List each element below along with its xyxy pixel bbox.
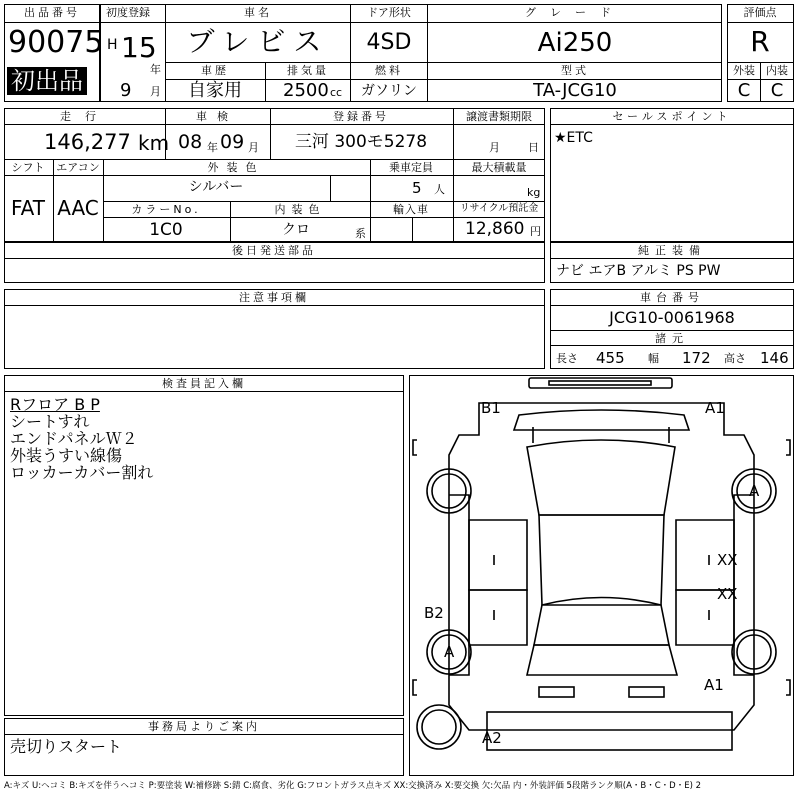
caution-label: 注意事項欄	[239, 291, 309, 304]
trunk-floor	[487, 712, 732, 750]
trunk	[527, 645, 677, 675]
year-unit: 年	[150, 63, 161, 76]
mark-a1-bottom: A1	[704, 676, 724, 694]
displacement-label: 排気量	[287, 64, 329, 77]
history-label: 車歴	[201, 64, 229, 77]
exterior-label: 外装	[733, 64, 755, 77]
displacement-unit: cc	[330, 86, 343, 99]
inspection-month: 09	[220, 131, 245, 153]
shift-value: FAT	[10, 196, 46, 220]
equipment-label: 純正装備	[638, 244, 706, 257]
sales-point-text: ★ETC	[554, 130, 593, 146]
exterior-grade: C	[737, 80, 751, 101]
sales-point-box	[550, 108, 794, 242]
load-unit: kg	[527, 186, 541, 199]
legend: A:キズ U:ヘコミ B:キズを伴うヘコミ P:要塗装 W:補修跡 S:錆 C:腐食、劣化 G:フロントガラス点キズ XX:交換済み X:要交換 欠:欠品 内・外装評価 5段階ランク順(A・B・C・D・E) 2	[4, 781, 702, 791]
mark-a-right-wheel: A	[749, 482, 760, 500]
model-label: 型式	[561, 64, 589, 77]
color-no-value: 1C0	[149, 220, 183, 240]
later-parts-label: 後日発送部品	[232, 244, 316, 257]
inspection-year-unit: 年	[207, 141, 218, 154]
reg-month: 9	[120, 80, 132, 101]
length-value: 455	[596, 349, 625, 367]
load-label: 最大積載量	[471, 161, 527, 174]
import-label: 輸入車	[393, 203, 429, 216]
inspector-note: シートすれ	[10, 412, 90, 431]
reg-number-label: 登録番号	[333, 110, 389, 123]
color-no-label: カラーNo.	[131, 203, 201, 216]
doc-month-unit: 月	[489, 141, 500, 154]
width-value: 172	[682, 349, 711, 367]
sales-point-label: セールスポイント	[612, 110, 732, 123]
height-label: 高さ	[724, 352, 746, 365]
first-reg-label: 初度登録	[106, 6, 150, 19]
mileage-label: 走行	[60, 110, 110, 123]
color-value: シルバー	[188, 179, 244, 195]
hood	[514, 410, 689, 430]
inspection-month-unit: 月	[248, 141, 259, 154]
model-value: TA-JCG10	[533, 80, 617, 101]
lot-label: 出品番号	[24, 6, 80, 19]
inspector-label: 検査員記入欄	[162, 377, 246, 390]
door-label: ドア形状	[367, 6, 411, 19]
inspection-label: 車検	[196, 110, 238, 123]
ac-label: エアコン	[56, 161, 100, 174]
mark-xx-lower: XX	[717, 585, 738, 603]
capacity-unit: 人	[434, 183, 445, 196]
displacement-value: 2500	[283, 80, 329, 101]
mark-xx-upper: XX	[717, 551, 738, 569]
chassis-label: 車台番号	[640, 291, 704, 304]
score-label: 評価点	[743, 6, 777, 19]
width-label: 幅	[648, 352, 659, 365]
car-diagram	[409, 375, 794, 776]
dims-label: 諸元	[655, 332, 689, 345]
color-label: 外装色	[207, 161, 265, 174]
inspector-note: 外装うすい線傷	[10, 446, 123, 465]
history-value: 自家用	[188, 80, 242, 101]
score-value: R	[750, 25, 770, 58]
grade-value: Ai250	[537, 28, 613, 58]
car-name-label: 車名	[244, 6, 272, 19]
mark-a-left-wheel: A	[444, 643, 455, 661]
windshield	[527, 440, 675, 515]
recycle-unit: 円	[530, 225, 541, 238]
inspector-notes	[10, 396, 153, 481]
month-unit: 月	[150, 85, 161, 98]
doc-day-unit: 日	[528, 141, 539, 154]
reg-number: 三河 300モ5278	[294, 132, 428, 152]
fuel-value: ガソリン	[361, 83, 417, 99]
equipment-text: ナビ エアB アルミ PS PW	[556, 263, 721, 279]
left-rear-door	[469, 590, 527, 645]
capacity-label: 乗車定員	[389, 161, 433, 174]
recycle-value: 12,860	[465, 219, 525, 239]
left-front-door	[469, 520, 527, 590]
lot-number: 90075	[8, 25, 104, 60]
interior-label: 内装	[766, 64, 788, 77]
mark-a1-top: A1	[705, 399, 725, 417]
mark-b2: B2	[424, 604, 444, 622]
door-value: 4SD	[366, 30, 412, 55]
shift-label: シフト	[11, 161, 45, 174]
office-text: 売切りスタート	[10, 737, 123, 756]
chassis-number: JCG10-0061968	[609, 308, 735, 327]
car-name: ブレビス	[186, 25, 330, 58]
interior-grade: C	[770, 80, 784, 101]
rear-bumper	[539, 687, 574, 697]
doc-deadline-label: 譲渡書類期限	[466, 110, 532, 123]
office-label: 事務局よりご案内	[148, 720, 260, 733]
capacity-value: 5	[412, 179, 422, 197]
ac-value: AAC	[57, 196, 99, 220]
inspector-note: ロッカーカバー割れ	[10, 463, 154, 482]
inspector-note: エンドパネルＷ２	[10, 429, 138, 448]
int-color-label: 内装色	[274, 203, 326, 216]
fuel-label: 燃料	[375, 64, 403, 77]
int-color-unit: 系	[355, 227, 366, 240]
height-value: 146	[760, 349, 789, 367]
inspection-year: 08	[178, 131, 203, 153]
mileage-value: 146,277	[44, 130, 131, 154]
length-label: 長さ	[556, 352, 578, 365]
reg-year: 15	[121, 31, 157, 64]
mark-a2: A2	[482, 729, 502, 747]
roof	[539, 515, 664, 605]
int-color-value: クロ	[282, 222, 310, 238]
mark-b1: B1	[481, 399, 501, 417]
recycle-label: リサイクル預託金	[459, 203, 539, 214]
grade-label: グレード	[525, 6, 625, 19]
era: H	[107, 37, 118, 53]
inspector-note: Rフロア B P	[10, 395, 100, 414]
mileage-unit: km	[138, 131, 170, 155]
spare-wheel	[417, 705, 461, 749]
first-listing-badge: 初出品	[7, 67, 87, 95]
